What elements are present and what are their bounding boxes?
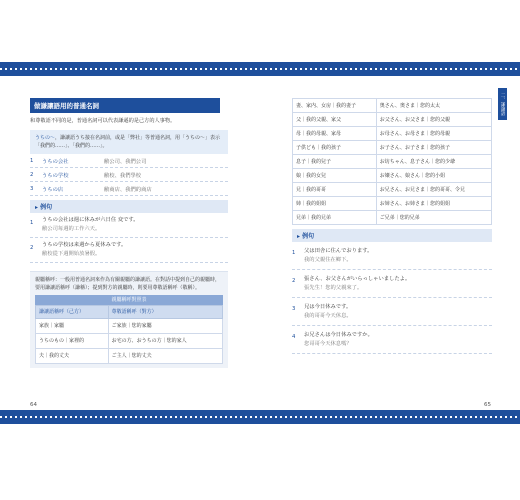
item-number: 3 [30, 185, 34, 192]
item-number: 1 [30, 157, 34, 164]
example-japanese: うちの学校は来週から夏休みです。 [42, 242, 127, 248]
relatives-table [35, 295, 223, 364]
item-japanese: うちの会社 [42, 158, 69, 165]
note-text: 親屬稱呼：一般用普通名詞來作為有關親屬的謙讓語。在對話中提到自己的親屬時，要用謙讓語稱呼（謙稱）；提到對方的親屬時，則要用尊敬語稱呼（敬稱）。 [35, 277, 221, 291]
example-japanese: うちの会社は週に休みが六日住 変です。 [42, 217, 139, 223]
relatives-table-continued [292, 98, 492, 225]
example-sentence: 1 父は田舎に住んでおります。 我的父親住在鄉下。 [292, 242, 492, 270]
list-item [30, 154, 228, 168]
table-row: 子供ども｜我的孩子 お子さん、お子さま｜您的孩子 [293, 141, 492, 155]
list-item [30, 182, 228, 196]
example-number: 2 [30, 245, 34, 251]
table-header: 尊敬語稱呼（對方） [108, 306, 222, 319]
example-chinese: 敝校從下週開始放暑假。 [42, 251, 101, 257]
table-header: 謙讓語稱呼（己方） [36, 306, 109, 319]
table-row: 夫｜我的丈夫 ご主人｜您的丈夫 [36, 349, 223, 364]
example-number: 1 [30, 220, 34, 226]
mini-example-list [30, 154, 228, 196]
bullet-icon: ▸ [297, 233, 303, 240]
item-chinese: 敝公司、我們公司 [104, 158, 147, 165]
table-row: 妻、家内、女房｜我的妻子 奥さん、奥さま｜您的太太 [293, 99, 492, 113]
right-page [292, 98, 492, 406]
example-heading: ▸ 例句 [30, 200, 228, 213]
example-sentence: 3 兄は今日休みです。 我的哥哥今天休息。 [292, 298, 492, 326]
example-sentence: 4 お兄さんは今日休みですか。 您哥哥今天休息嗎？ [292, 326, 492, 354]
table-row: 兄弟｜我的兄弟 ご兄弟｜您的兄弟 [293, 211, 492, 225]
table-row: 娘｜我的女兒 お嬢さん、娘さん｜您的小姐 [293, 169, 492, 183]
table-row: 家族｜家屬 ご家族｜您的家屬 [36, 319, 223, 334]
table-row: 父｜我的父親、家父 お父さん、お父さま｜您的父親 [293, 113, 492, 127]
table-row: 姉｜我的姐姐 お姉さん、お姉さま｜您的姐姐 [293, 197, 492, 211]
bottom-band [0, 410, 520, 424]
example-chinese: 敝公司每週的工作六天。 [42, 226, 101, 232]
usage-box [30, 130, 228, 154]
section-heading: 做謙讓語用的普通名詞 [30, 98, 220, 113]
relatives-note [30, 271, 228, 368]
table-caption: 親屬稱呼對照表 [35, 295, 223, 305]
table-row: 母｜我的母親、家母 お母さん、お母さま｜您的母親 [293, 127, 492, 141]
page-number-right: 65 [484, 402, 491, 408]
intro-text: 和尊敬語不同的是，普通名詞可以代表謙遜的是己方的人事物。 [30, 118, 176, 124]
table-row: うちのもの｜家裡的 お宅の方、おうちの方｜您的家人 [36, 334, 223, 349]
item-chinese: 敝校、我們學校 [104, 172, 142, 179]
page-number-left: 64 [30, 402, 37, 408]
example-sentence: 2 張さん、お父さんがいらっしゃいましたよ。 張先生！您的父親來了。 [292, 270, 492, 298]
item-japanese: うちの学校 [42, 172, 69, 179]
left-page [30, 98, 228, 406]
top-band [0, 62, 520, 76]
item-japanese: うちの店 [42, 186, 64, 193]
example-heading: ▸ 例句 [292, 229, 492, 242]
example-sentence [30, 238, 228, 263]
example-sentence [30, 213, 228, 238]
usage-text: ，謙讓語うち接在名詞前，或是「弊社」等普通名詞，用「うちの～」表示「我們的……」、「我們的……」。 [35, 135, 221, 149]
table-row: 息子｜我的兒子 お坊ちゃん、息子さん｜您的少爺 [293, 155, 492, 169]
list-item [30, 168, 228, 182]
bullet-icon: ▸ [35, 204, 41, 211]
usage-keyword: うちの～ [35, 135, 56, 141]
table-row: 兄｜我的哥哥 お兄さん、お兄さま｜您的哥哥、令兄 [293, 183, 492, 197]
item-number: 2 [30, 171, 34, 178]
item-chinese: 敝商店、我們的商店 [104, 186, 152, 193]
section-tab: 二、謙譲語 [498, 88, 507, 120]
